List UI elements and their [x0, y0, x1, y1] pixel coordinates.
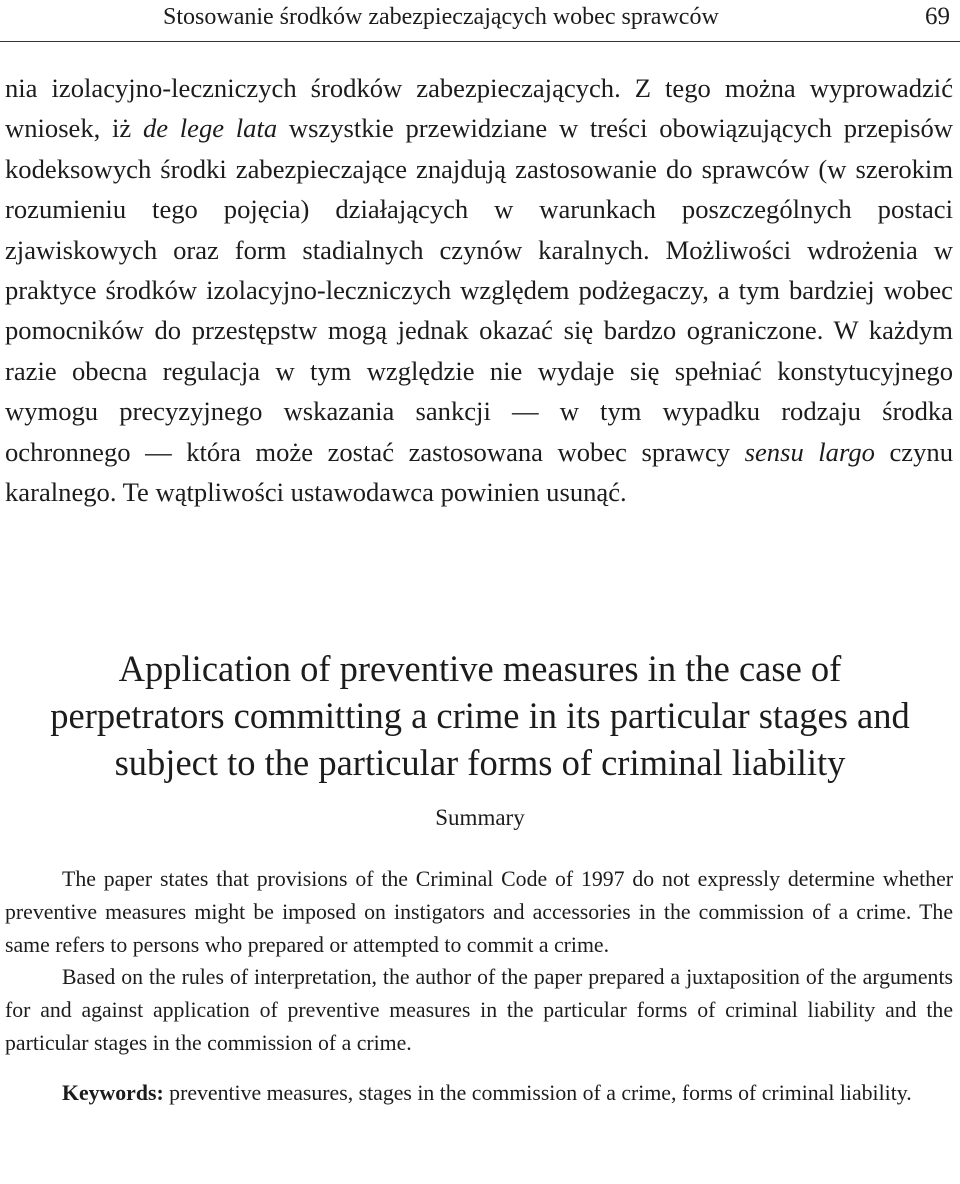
- summary-heading: Summary: [435, 805, 525, 830]
- running-head: [0, 0, 960, 44]
- running-title: Stosowanie środków zabezpieczających wobec sprawców: [163, 4, 719, 30]
- summary-body: [5, 863, 953, 1110]
- body-text-part-3: czynu karalnego. Te wątpliwości ustawodawca powinien usunąć.: [5, 436, 953, 508]
- english-title: [0, 645, 960, 786]
- body-text-part-1: nia izolacyjno-leczniczych środków zabezpieczających. Z tego można wyprowadzić wniosek, iż: [5, 73, 953, 144]
- header-rule: [0, 41, 960, 42]
- summary-paragraph-2: Based on the rules of interpretation, the author of the paper prepared a juxtaposition of the arguments for and against application of preventive measures in the particular forms of criminal liability and the particular stages in the commission of a crime.: [5, 965, 953, 1055]
- page-number: 69: [925, 3, 950, 30]
- summary-paragraph-1: The paper states that provisions of the Criminal Code of 1997 do not expressly determine whether preventive measures might be imposed on instigators and accessories in the commission of a crime. The same refers to persons who prepared or attempted to commit a crime.: [5, 867, 953, 957]
- latin-phrase-de-lege-lata: de lege lata: [142, 113, 278, 144]
- body-text-part-2: wszystkie przewidziane w treści obowiązujących przepisów kodeksowych środki zabezpieczające znajdują zastosowanie do sprawców (w szerokim rozumieniu tego pojęcia) działających w warunkach poszczególnych postaci zjawiskowych oraz form stadialnych czynów karalnych. Możliwości wdrożenia w praktyce środków izolacyjno-leczniczych względem podżegaczy, a tym bardziej wobec pomocników do przestępstw mogą jednak okazać się bardzo ograniczone. W każdym razie obecna regulacja w tym względzie nie wydaje się spełniać konstytucyjnego wymogu precyzyjnego wskazania sankcji — w tym wypadku rodzaju środka ochronnego — która może zostać zastosowana wobec sprawcy: [5, 113, 953, 467]
- english-title-line-3: subject to the particular forms of criminal liability: [114, 742, 846, 783]
- english-title-line-1: Application of preventive measures in the case of: [118, 648, 842, 689]
- english-title-line-2: perpetrators committing a crime in its particular stages and: [50, 695, 910, 736]
- keywords-line: [5, 1077, 953, 1110]
- latin-phrase-sensu-largo: sensu largo: [744, 436, 875, 467]
- keywords-label: Keywords:: [62, 1081, 164, 1105]
- polish-body-paragraph: [5, 68, 953, 512]
- keywords-text: preventive measures, stages in the commission of a crime, forms of criminal liability.: [163, 1081, 912, 1105]
